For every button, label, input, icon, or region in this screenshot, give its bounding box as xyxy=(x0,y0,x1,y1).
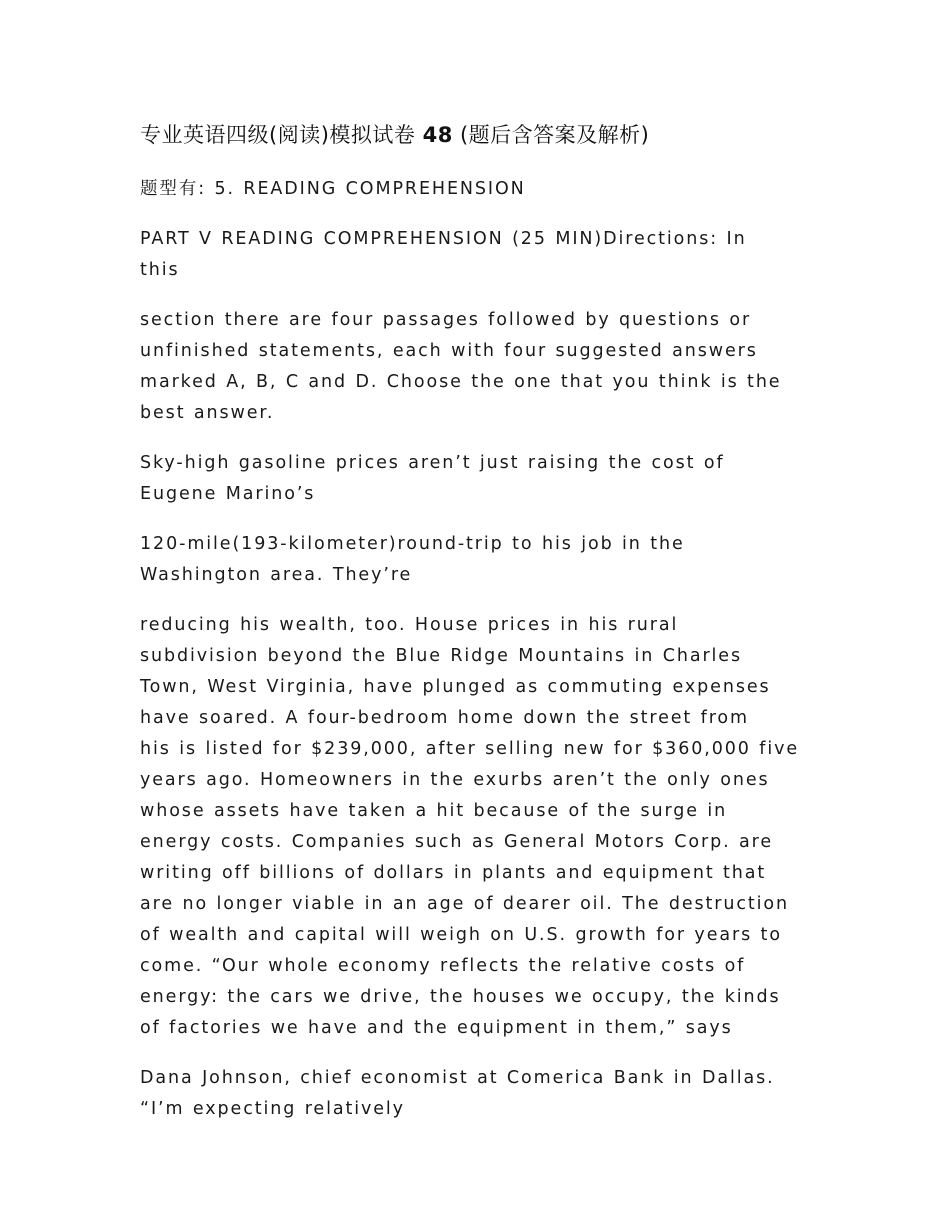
question-type: 题型有: 5. READING COMPREHENSION xyxy=(140,179,526,199)
title-prefix: 专业英语四级(阅读)模拟试卷 xyxy=(140,123,416,147)
passage-paragraph-2: 120-mile(193-kilometer)round-trip to his job in the Washington area. They’re xyxy=(140,534,685,585)
passage-paragraph-3: reducing his wealth, too. House prices in his rural subdivision beyond the Blue Ridge Mountains in Charles Town, West Virginia, have plunged as commuting expenses have soared. A four-bedroom home down the street from his is listed for $239,000, after selling new for $360,000 five years ago. Homeowners in the exurbs aren’t the only ones whose assets have taken a hit because of the surge in energy costs. Companies such as General Motors Corp. are writing off billions of dollars in plants and equipment that are no longer viable in an age of dearer oil. The destruction of wealth and capital will weigh on U.S. growth for years to come. “Our whole economy reflects the relative costs of energy: the cars we drive, the houses we occupy, the kinds of factories we have and the equipment in them,” says xyxy=(140,615,800,1038)
directions-text: section there are four passages followed by questions or unfinished statements, each with four suggested answers marked A, B, C and D. Choose the one that you think is the best answer. xyxy=(140,310,782,423)
document-body xyxy=(140,118,820,1144)
title-number: 48 xyxy=(422,123,453,147)
document-title xyxy=(140,118,820,152)
directions-heading: PART V READING COMPREHENSION (25 MIN)Directions: In this xyxy=(140,229,747,280)
passage-paragraph-4: Dana Johnson, chief economist at Comerica Bank in Dallas. “I’m expecting relatively xyxy=(140,1068,775,1119)
passage-paragraph-1: Sky-high gasoline prices aren’t just raising the cost of Eugene Marino’s xyxy=(140,453,725,504)
title-suffix: (题后含答案及解析) xyxy=(452,123,650,147)
